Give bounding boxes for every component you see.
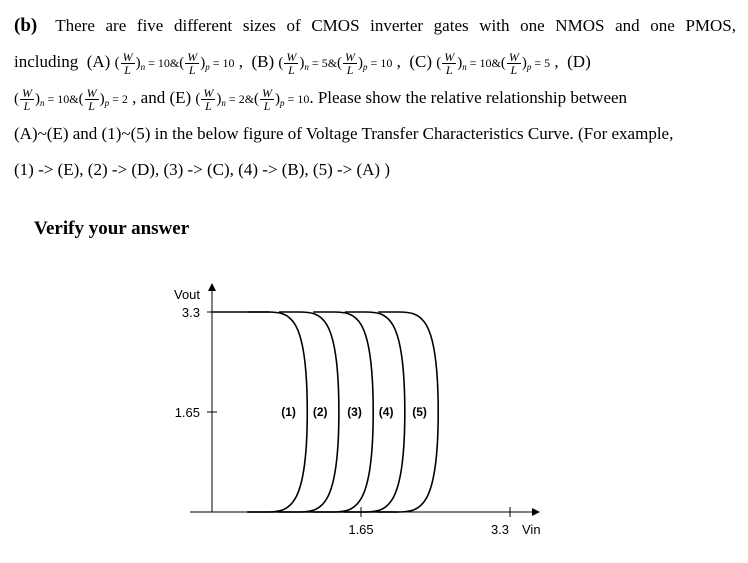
fraction-denominator: L: [260, 99, 274, 112]
wn-value: 5: [321, 56, 328, 70]
ampersand: &: [244, 92, 255, 106]
fraction-denominator: L: [201, 99, 215, 112]
problem-line-5: (1) -> (E), (2) -> (D), (3) -> (C), (4) -> (B), (5) -> (A) ): [14, 160, 390, 179]
fraction-numerator: W: [86, 85, 97, 100]
problem-intro: There are five different sizes of CMOS inverter gates with one NMOS and one PMOS,: [55, 16, 736, 35]
fraction-denominator: L: [20, 99, 34, 112]
subscript-p: p: [363, 62, 368, 72]
paren-open: (: [436, 55, 442, 71]
equals-sign: =: [44, 92, 58, 106]
y-tick-label: 1.65: [174, 405, 200, 420]
fraction-denominator: L: [284, 63, 298, 76]
wp-value: 10: [380, 56, 393, 70]
fraction-denominator: L: [442, 63, 456, 76]
ampersand: &: [69, 92, 79, 106]
paren-close: ): [275, 91, 281, 107]
wp-value: 10: [297, 92, 310, 106]
option-label: (E): [169, 88, 192, 107]
problem-label: (b): [14, 15, 38, 36]
x-axis-arrow-icon: [532, 508, 540, 516]
wn-value: 10: [157, 56, 170, 70]
wp-value: 5: [544, 56, 551, 70]
paren-close: ): [521, 55, 527, 71]
paren-open: (: [14, 91, 19, 107]
equals-sign: =: [367, 56, 381, 70]
equals-sign: =: [308, 56, 322, 70]
equals-sign: =: [209, 56, 223, 70]
fraction-numerator: W: [203, 85, 214, 100]
problem-line-4: (A)~(E) and (1)~(5) in the below figure of Voltage Transfer Characteristics Curve. (For example,: [14, 124, 674, 143]
fraction-denominator: L: [507, 63, 521, 76]
paren-open: (: [337, 55, 343, 71]
paren-open: (: [195, 91, 201, 107]
subscript-n: n: [40, 98, 45, 108]
curve-label: (4): [378, 405, 394, 419]
vtc-curve-1: [247, 312, 307, 512]
x-axis-label: Vin: [522, 522, 541, 537]
y-tick-label: 3.3: [181, 305, 200, 320]
curve-label: (5): [412, 405, 427, 419]
option-label: (A): [86, 52, 111, 71]
fraction-numerator: W: [345, 49, 356, 64]
fraction-numerator: W: [444, 49, 455, 64]
fraction-numerator: W: [187, 49, 198, 64]
fraction-numerator: W: [508, 49, 519, 64]
option-label: (C): [409, 52, 432, 71]
fraction-denominator: L: [343, 63, 357, 76]
fraction-denominator: L: [85, 99, 99, 112]
subscript-n: n: [304, 62, 309, 72]
curve-label: (3): [347, 405, 362, 419]
equals-sign: =: [145, 56, 158, 70]
x-tick-label: 1.65: [348, 522, 374, 537]
problem-line-3: ( $\frac{W}{L}$ )$_n$ = 10&( $\frac{W}{L}$ )$_p = 2$ , and (E) ( $\frac{W}{L}$ )$_n$ = 2&( $\frac{W}{L}$ )$_p = 10$. Please show the relative relationship between: [14, 85, 628, 113]
wn-value: 10: [479, 56, 492, 70]
fraction-numerator: W: [122, 49, 133, 64]
ampersand: &: [327, 56, 338, 70]
curve-label: (2): [312, 405, 328, 419]
paren-open: (: [78, 91, 84, 107]
problem-tail: . Please show the relative relationship between: [309, 88, 628, 107]
verify-heading: Verify your answer: [34, 218, 190, 239]
paren-close: ): [99, 91, 105, 107]
wp-value: 2: [121, 92, 128, 106]
paren-close: ): [216, 91, 222, 107]
fraction-numerator: W: [262, 85, 273, 100]
equals-sign: =: [109, 92, 122, 106]
subscript-n: n: [462, 62, 467, 72]
problem-line-2: including (A) ( $\frac{W}{L}$ )$_n$ = 10&( $\frac{W}{L}$ )$_p = 10$ , (B) ( $\frac{W}{L}$ )$_n$ = 5&( $\frac{W}{L}$ )$_p = 10$ , (C) ( $\frac{W}{L}$ )$_n$ = 10&( $\frac{W}{L}$ )$_p = 5$ , (D): [14, 49, 591, 77]
paren-open: (: [254, 91, 260, 107]
paren-close: ): [35, 91, 40, 107]
fraction-denominator: L: [121, 63, 135, 76]
fraction-numerator: W: [286, 49, 297, 64]
including-word: including: [14, 52, 79, 71]
subscript-p: p: [205, 62, 210, 72]
option-label: (B): [251, 52, 275, 71]
fraction-numerator: W: [22, 85, 32, 100]
option-label: (D): [567, 52, 591, 71]
equals-sign: =: [225, 92, 239, 106]
subscript-p: p: [104, 98, 110, 108]
equals-sign: =: [531, 56, 545, 70]
ampersand: &: [491, 56, 501, 70]
curve-label: (1): [281, 405, 296, 419]
paren-open: (: [114, 55, 120, 71]
wp-value: 10: [222, 56, 235, 70]
paren-close: ): [200, 55, 206, 71]
ampersand: &: [169, 56, 180, 70]
subscript-p: p: [526, 62, 532, 72]
paren-open: (: [179, 55, 185, 71]
paren-close: ): [299, 55, 305, 71]
y-axis-label: Vout: [174, 287, 201, 302]
wn-value: 10: [57, 92, 70, 106]
paren-close: ): [358, 55, 364, 71]
equals-sign: =: [466, 56, 480, 70]
y-axis-arrow-icon: [208, 283, 216, 291]
wn-value: 2: [238, 92, 245, 106]
subscript-n: n: [140, 62, 146, 72]
paren-close: ): [457, 55, 463, 71]
paren-open: (: [500, 55, 506, 71]
subscript-p: p: [280, 98, 285, 108]
equals-sign: =: [284, 92, 298, 106]
fraction-denominator: L: [185, 63, 199, 76]
subscript-n: n: [221, 98, 226, 108]
paren-open: (: [278, 55, 284, 71]
paren-close: ): [135, 55, 141, 71]
and-word: and: [140, 88, 166, 107]
x-tick-label: 3.3: [490, 522, 510, 537]
